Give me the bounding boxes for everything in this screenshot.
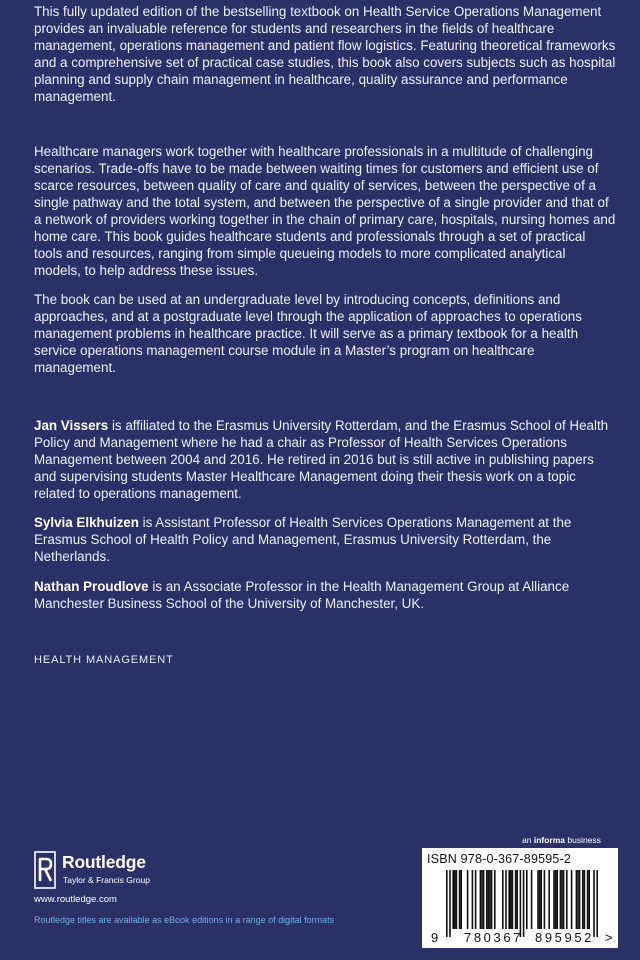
barcode-digit-lead: 9 — [431, 930, 439, 945]
barcode-bar — [582, 870, 584, 929]
barcode-bar — [560, 870, 562, 929]
barcode-bars — [422, 848, 618, 948]
barcode-bar — [480, 870, 482, 929]
subject-category: HEALTH MANAGEMENT — [34, 654, 174, 666]
barcode-bar — [596, 870, 598, 937]
isbn-label: ISBN 978-0-367-89595-2 — [427, 852, 572, 866]
barcode-bar — [467, 870, 469, 929]
barcode-bar — [456, 870, 458, 929]
barcode-bar — [561, 870, 563, 929]
author-name-1: Jan Vissers — [34, 418, 109, 433]
author-bio-2 — [34, 514, 616, 565]
description-paragraph-1: This fully updated edition of the bestselling textbook on Health Service Operations Management provides an invaluable reference for students and researchers in the fields of healthcare management, operations management and patient flow logistics. Featuring theoretical frameworks and a comprehensive set of practical case studies, this book also covers subjects such as hospital planning and supply chain management in healthcare, quality assurance and performance management. — [34, 4, 616, 104]
barcode-bar — [494, 870, 496, 929]
author-bio-1 — [34, 417, 616, 502]
barcode-bar — [486, 870, 488, 929]
barcode-bar — [446, 870, 448, 937]
barcode-bar — [540, 870, 542, 929]
barcode-bar — [452, 870, 454, 929]
author-bio-text-1: is affiliated to the Erasmus University Rotterdam, and the Erasmus School of Health Policy and Management where he had a chair as Professor of Health Services Operations Management between 2004 and 2016. He retired in 2016 but is still active in publishing papers and supervising students Master Healthcare Management doing their thesis work on a topic related to operations management. — [34, 418, 609, 501]
barcode-bar — [593, 870, 595, 937]
author-bio-3 — [34, 578, 616, 612]
ebook-note: Routledge titles are available as eBook editions in a range of digital formats — [34, 915, 335, 925]
barcode-bar — [449, 870, 451, 937]
barcode-end-mark: > — [605, 930, 613, 945]
barcode-bar — [520, 870, 522, 937]
informa-suffix: business — [565, 835, 601, 845]
barcode-bar — [563, 870, 565, 929]
barcode-bar — [488, 870, 490, 929]
barcode-bar — [577, 870, 579, 929]
barcode-bar — [508, 870, 510, 929]
publisher-name: Routledge — [62, 852, 146, 872]
barcode-bar — [512, 870, 514, 929]
barcode-bar — [588, 870, 590, 929]
barcode-bar — [475, 870, 477, 929]
barcode-bar — [502, 870, 504, 929]
barcode-bar — [515, 870, 517, 929]
publisher-logo — [34, 851, 214, 891]
barcode-bar — [553, 870, 555, 929]
isbn-barcode — [422, 848, 618, 948]
barcode-bar — [548, 870, 550, 929]
barcode-bar — [539, 870, 541, 929]
barcode-bar — [555, 870, 557, 929]
barcode-bar — [584, 870, 586, 929]
barcode-bar — [481, 870, 483, 929]
barcode-bar — [537, 870, 539, 929]
author-bio-text-2: is Assistant Professor of Health Services Operations Management at the Erasmus School of Health Policy and Management, Erasmus University Rotterdam, the Netherlands. — [34, 515, 572, 564]
barcode-bar — [510, 870, 512, 929]
barcode-bar — [576, 870, 578, 929]
informa-brand: informa — [533, 835, 565, 845]
author-name-2: Sylvia Elkhuizen — [34, 515, 139, 530]
routledge-r-icon — [34, 851, 56, 889]
barcode-digits-right: 895952 — [535, 930, 594, 945]
barcode-digits-left: 780367 — [464, 930, 523, 945]
author-name-3: Nathan Proudlove — [34, 579, 149, 594]
barcode-bar — [566, 870, 568, 929]
barcode-bar — [460, 870, 462, 929]
barcode-bar — [579, 870, 581, 929]
barcode-bar — [505, 870, 507, 929]
publisher-website: www.routledge.com — [34, 894, 117, 905]
author-bio-text-3: is an Associate Professor in the Health Management Group at Alliance Manchester Business School of the University of Manchester, UK. — [34, 579, 570, 611]
barcode-bar — [459, 870, 461, 929]
barcode-bar — [544, 870, 546, 929]
barcode-bar — [472, 870, 474, 929]
informa-prefix: an — [522, 835, 534, 845]
barcode-bar — [571, 870, 573, 929]
informa-tagline — [522, 835, 601, 845]
barcode-bar — [523, 870, 525, 937]
barcode-bar — [483, 870, 485, 929]
barcode-bar — [491, 870, 493, 929]
description-paragraph-3: The book can be used at an undergraduate level by introducing concepts, definitions and approaches, and at a postgraduate level through the application of approaches to operations management problems in healthcare practice. It will serve as a primary textbook for a health service operations management course module in a Master’s program on healthcare management. — [34, 292, 582, 375]
barcode-bar — [454, 870, 456, 929]
publisher-group: Taylor & Francis Group — [63, 875, 150, 885]
barcode-bar — [516, 870, 518, 929]
barcode-bar — [531, 870, 533, 929]
barcode-bar — [526, 870, 528, 929]
description-paragraph-2: Healthcare managers work together with healthcare professionals in a multitude of challenging scenarios. Trade-offs have to be made between waiting times for customers and efficient use of scarce resources, between quality of care and quality of services, between the perspective of a single pathway and the total system, and between the perspective of a single provider and that of a network of providers working together in the chain of primary care, hospitals, nursing homes and home care. This book guides healthcare students and professionals through a set of practical tools and resources, ranging from simple queueing models to more complicated analytical models, to help address these issues. — [34, 144, 616, 278]
barcode-bar — [489, 870, 491, 929]
barcode-bar — [556, 870, 558, 929]
barcode-bar — [587, 870, 589, 929]
